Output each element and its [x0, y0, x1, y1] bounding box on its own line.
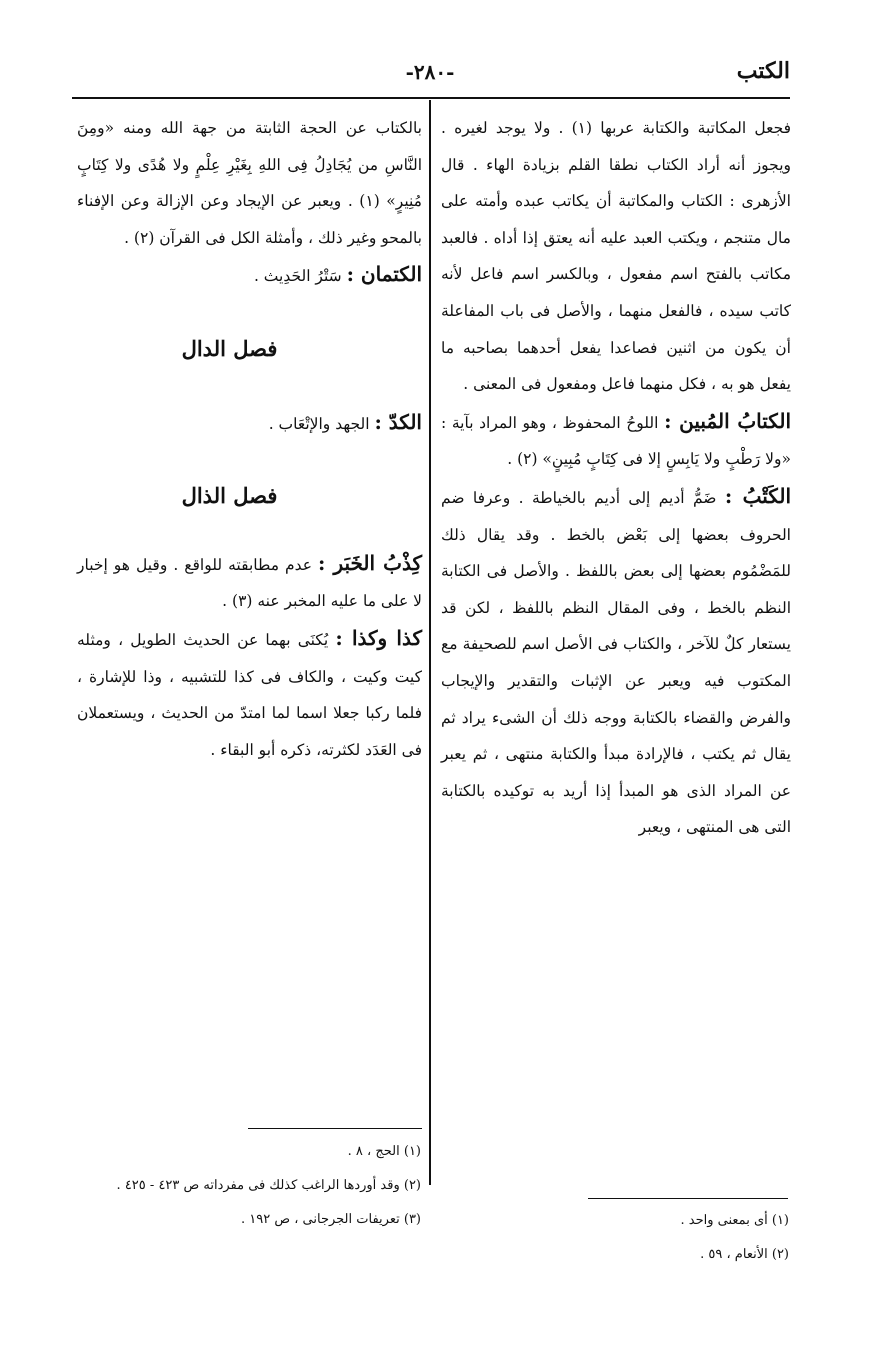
running-title: الكتب [736, 58, 790, 84]
entry-term: الكتابُ المُبين : [664, 408, 791, 433]
footnote-rule-right [588, 1198, 788, 1199]
column-divider [429, 100, 431, 1185]
entry-term: الكتمان : [346, 262, 422, 287]
footnote: (٣) تعريفات الجرجانى ، ص ١٩٢ . [241, 1212, 421, 1227]
entry-term: الكَتْبُ : [724, 483, 792, 508]
entry-term: كِذْبُ الخَبَر : [318, 550, 422, 575]
entry-definition: عدم مطابقته للواقع . وقيل هو إخبار لا على ما عليه المخبر عنه (٣) . [77, 555, 422, 611]
right-column [441, 110, 791, 846]
page-header [70, 58, 790, 98]
entry-definition: سَتْرُ الحَدِيث . [253, 267, 347, 286]
entry-kadd [77, 404, 422, 443]
entry-definition: اللوحُ المحفوظ ، وهو المراد بآية : «ولا رَطْبٍ ولا يَابِسٍ إلا فى كِتَابٍ مُبِينٍ» (٢) . [441, 413, 791, 469]
entry-kitab-mubin [441, 403, 791, 478]
section-heading-dal: فصل الدال [181, 335, 278, 361]
left-column [77, 110, 422, 768]
footnotes-left [76, 1135, 421, 1237]
entry-katb [441, 478, 791, 846]
footnote: (١) أى بمعنى واحد . [680, 1213, 789, 1228]
entry-kitman [77, 256, 422, 295]
entry-term: الكدّ : [374, 409, 422, 434]
page-number: -٢٨٠- [405, 60, 455, 84]
footnote: (١) الحج ، ٨ . [347, 1144, 421, 1159]
entry-kidhb-khabar [77, 545, 422, 620]
entry-definition: يُكنَى بهما عن الحديث الطويل ، ومثله كيت وكيت ، والكاف فى كذا للتشبيه ، وذا للإشارة ، فلما ركبا جعلا اسما لما امتدّ من الحديث ، ويستعملان فى العَدَد لكثرته، ذكره أبو البقاء . [77, 630, 422, 759]
header-rule [72, 97, 790, 99]
entry-term: كذا وكذا : [335, 625, 422, 650]
section-heading-dhal: فصل الذال [181, 483, 278, 509]
paragraph-kitab-hujja: بالكتاب عن الحجة الثابتة من جهة الله ومنه «ومِنَ النَّاسِ من يُجَادِلُ فِى اللهِ بِغَيْرِ عِلْمٍ ولا هُدًى ولا كِتَابٍ مُنِيرٍ» (١) . ويعبر عن الإيجاد وعن الإزالة وعن الإفناء بالمحو وغير ذلك ، وأمثلة الكل فى القرآن (٢) . [77, 119, 422, 247]
footnotes-right [444, 1204, 789, 1272]
entry-definition: الجهد والإتْعَاب . [268, 414, 375, 433]
paragraph-mukataba: فجعل المكاتبة والكتابة عربها (١) . ولا يوجد لغيره . ويجوز أنه أراد الكتاب نطقا القلم بزيادة الهاء . قال الأزهرى : الكتاب والمكاتبة أن يكاتب عبده وأمته على مال متنجم ، ويكتب العبد عليه أنه يعتق إذا أداه . فالعبد مكاتب بالفتح اسم مفعول ، وبالكسر اسم فاعل لأنه كاتب سيده ، فالفعل منهما ، والأصل فى باب المفاعلة أن يكون من اثنين فصاعدا يفعل أحدهما بصاحبه ما يفعل هو به ، فكل منهما فاعل ومفعول فى المعنى . [441, 119, 792, 394]
entry-kadha-wa-kadha [77, 620, 422, 768]
footnote: (٢) الأنعام ، ٥٩ . [700, 1247, 789, 1262]
footnote: (٢) وقد أوردها الراغب كذلك فى مفرداته ص ٤٢٣ - ٤٢٥ . [116, 1178, 421, 1193]
footnote-rule-left [248, 1128, 422, 1129]
entry-definition: ضَمُّ أديم إلى أديم بالخياطة . وعرفا ضم الحروف بعضها إلى بَعْض بالخط . وقد يقال ذلك للمَضْمُوم بعضها إلى بعض باللفظ . والأصل فى الكتابة النظم بالخط ، وفى المقال النظم باللفظ ، لكن قد يستعار كلٌ للآخر ، والكتاب فى الأصل اسم للصحيفة مع المكتوب فيه ويعبر عن الإثبات والتقدير والإيجاب والفرض والقضاء بالكتابة ووجه ذلك أن الشىء يراد ثم يقال ثم يكتب ، فالإرادة مبدأ والكتابة منتهى ، ثم يعبر عن المراد الذى هو المبدأ إذا أريد به توكيده بالكتابة التى هى المنتهى ، ويعبر [441, 488, 791, 837]
